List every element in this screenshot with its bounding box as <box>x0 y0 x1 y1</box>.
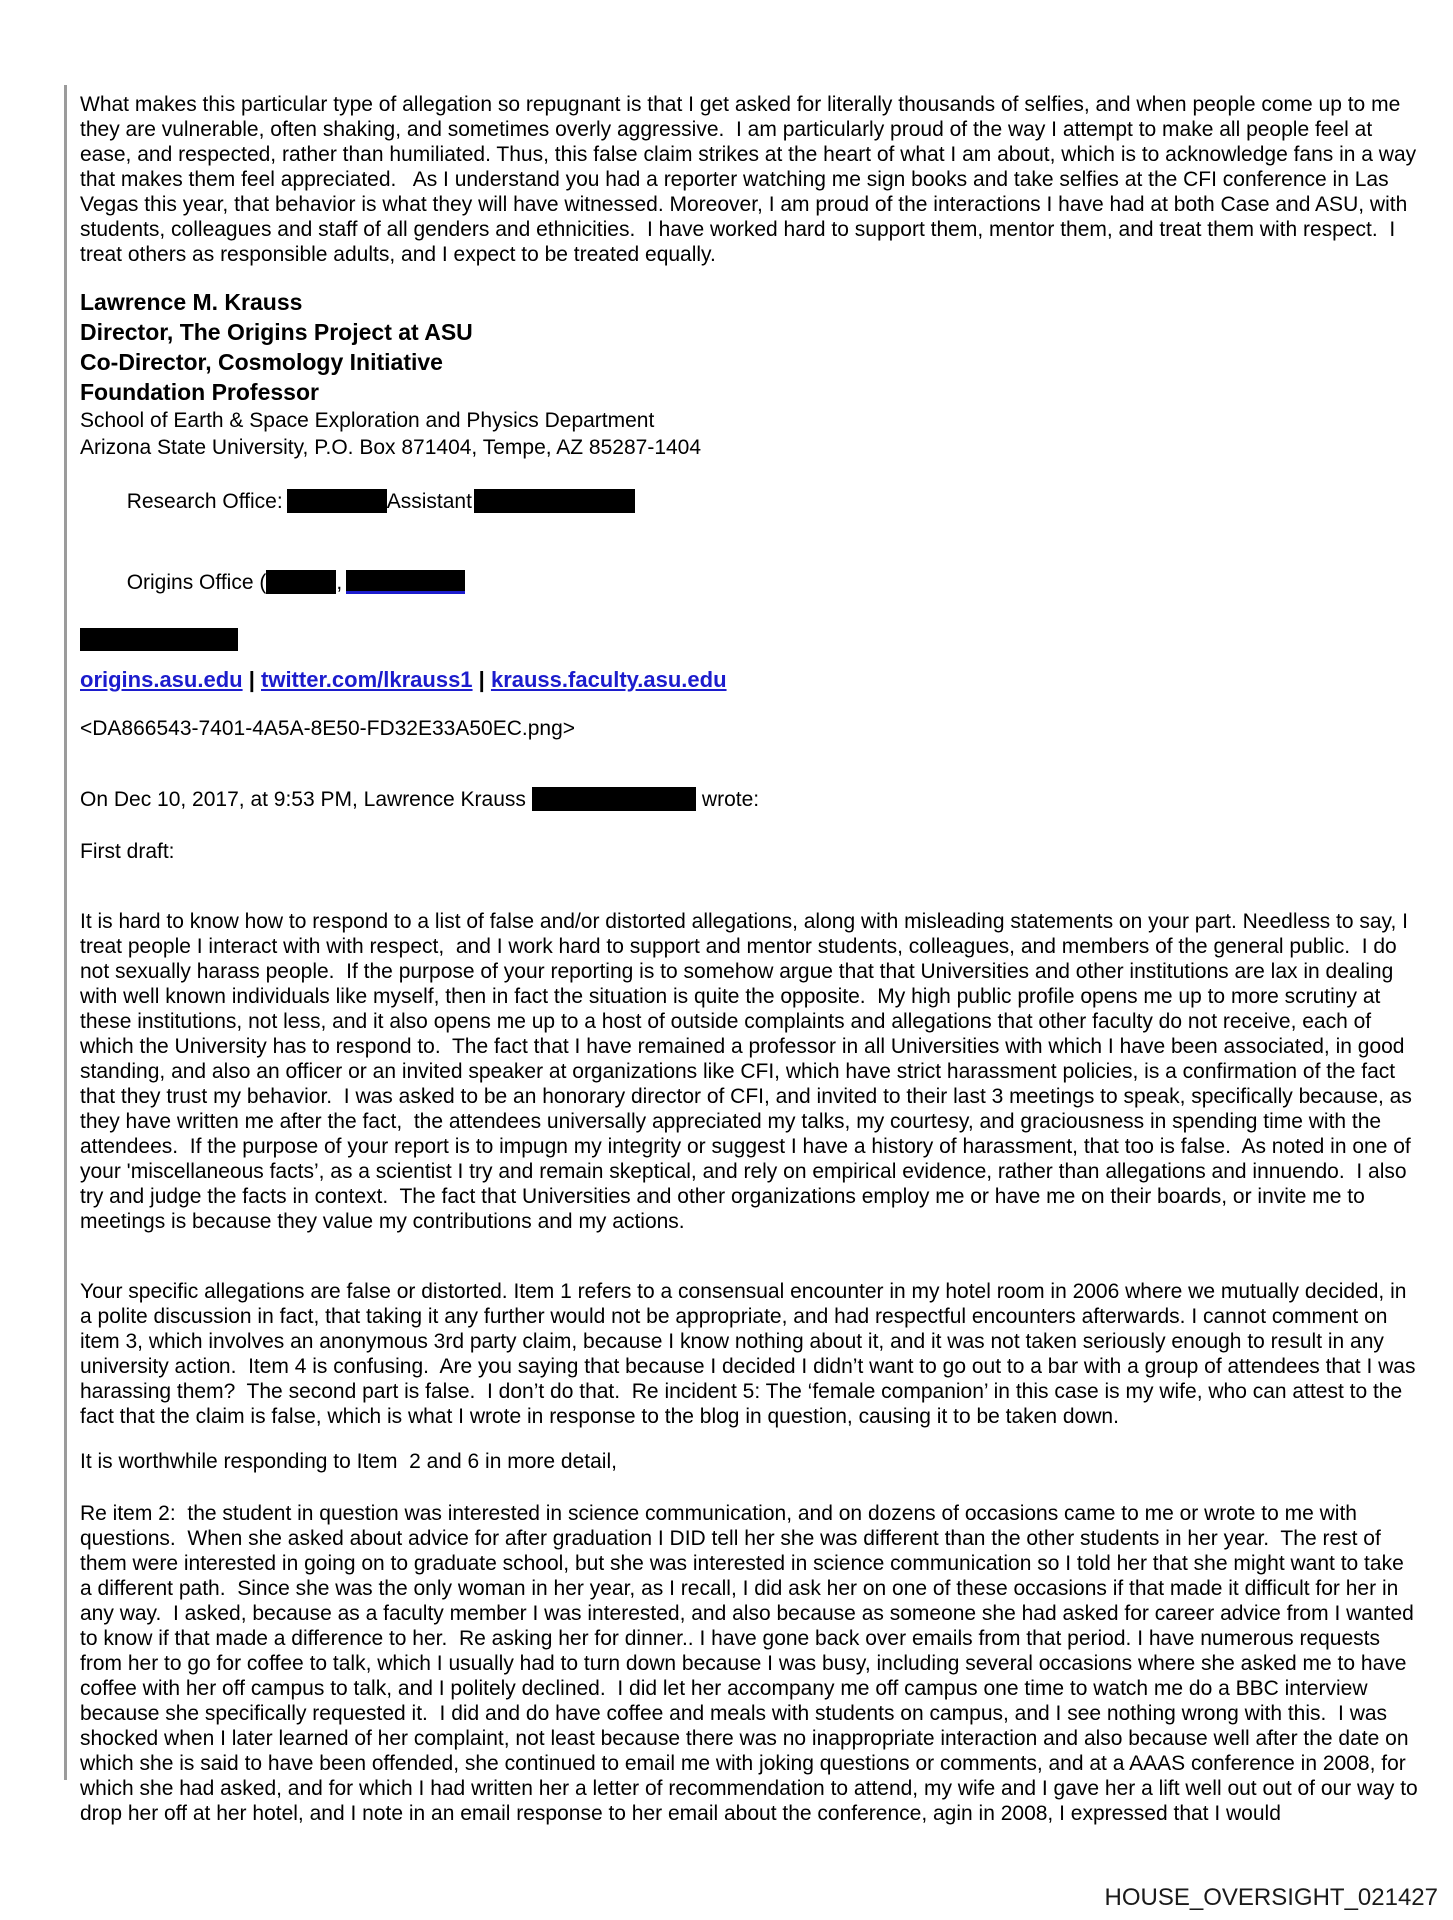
paragraph-re-item-2: Re item 2: the student in question was interested in science communication, and on dozens of occasions came to me or wrote to me with questions. When she asked about advice for after graduation I DID tell her she was different than the other students in her year. The rest of them were interested in going on to graduate school, but she was interested in science communication so I told her that she might want to take a different path. Since she was the only woman in her year, as I recall, I did ask her on one of these occasions if that made it difficult for her in any way. I asked, because as a faculty member I was interested, and also because as someone she had asked for career advice from I wanted to know if that made a difference to her. Re asking her for dinner.. I have gone back over emails from that period. I have numerous requests from her to go for coffee to talk, which I usually had to turn down because I was busy, including several occasions where she asked me to have coffee with her off campus to talk, and I politely declined. I did let her accompany me off campus one time to watch me do a BBC interview because she specifically requested it. I did and do have coffee and meals with students on campus, and I see nothing wrong with this. I was shocked when I later learned of her complaint, not least because there was no inappropriate interaction and also because well after the date on which she is said to have been offended, she continued to email me with joking questions or comments, and at a AAAS conference in 2008, for which she had asked, and for which I had written her a letter of recommendation to attend, my wife and I gave her a lift well out out of our way to drop her off at her hotel, and I note in an email response to her email about the conference, agin in 2008, I expressed that I would <box>80 1502 1424 1825</box>
redaction-bar <box>266 570 336 594</box>
link-krauss-faculty-asu-edu[interactable]: krauss.faculty.asu.edu <box>490 667 727 692</box>
redaction-bar <box>80 628 238 651</box>
redaction-bar <box>532 787 696 811</box>
research-office-label: Research Office: <box>126 490 283 513</box>
quote-header-suffix: wrote: <box>701 788 760 811</box>
redaction-bar <box>474 489 635 513</box>
quote-header-prefix: On Dec 10, 2017, at 9:53 PM, Lawrence Krauss <box>80 788 526 811</box>
email-body <box>80 92 1424 1826</box>
paragraph-worthwhile: It is worthwhile responding to Item 2 and 6 in more detail, <box>80 1450 617 1473</box>
redacted-link-bar <box>346 570 465 594</box>
redaction-bar <box>287 489 387 513</box>
origins-office-label: Origins Office ( <box>126 571 267 594</box>
signature-research-office-line <box>80 461 1420 542</box>
assistant-label: Assistant <box>386 490 472 513</box>
paragraph-specific-allegations: Your specific allegations are false or distorted. Item 1 refers to a consensual encounter in my hotel room in 2006 where we mutually decided, in a polite discussion in fact, that taking it any further would not be appropriate, and had respectful encounters afterwards. I cannot comment on item 3, which involves an anonymous 3rd party claim, because I know nothing about it, and it was not taken seriously enough to result in any university action. Item 4 is confusing. Are you saying that because I decided I didn’t want to go out to a bar with a group of attendees that I was harassing them? The second part is false. I don’t do that. Re incident 5: The ‘female companion’ in this case is my wife, who can attest to the fact that the claim is false, which is what I wrote in response to the blog in question, causing it to be taken down. <box>80 1280 1422 1428</box>
origins-separator: , <box>336 571 343 594</box>
link-separator: | <box>248 667 255 692</box>
link-separator: | <box>478 667 485 692</box>
paragraph-response-allegations: It is hard to know how to respond to a list of false and/or distorted allegations, along with misleading statements on your part. Needless to say, I treat people I interact with with respect, and I work hard to support and mentor students, colleagues, and members of the general public. I do not sexually harass people. If the purpose of your reporting is to somehow argue that that Universities and other institutions are lax in dealing with well known individuals like myself, then in fact the situation is quite the opposite. My high public profile opens me up to more scrutiny at these institutions, not less, and it also opens me up to a host of outside complaints and allegations that other faculty do not receive, each of which the University has to respond to. The fact that I have remained a professor in all Universities with which I have been associated, in good standing, and also an officer or an invited speaker at organizations like CFI, which have strict harassment policies, is a confirmation of the fact that they trust my behavior. I was asked to be an honorary director of CFI, and invited to their last 3 meetings to speak, specifically because, as they have written me after the fact, the attendees universally appreciated my talks, my courtesy, and graciousness in spending time with the attendees. If the purpose of your report is to impugn my integrity or suggest I have a history of harassment, that too is false. As noted in one of your 'miscellaneous facts’, as a scientist I try and remain skeptical, and rely on empirical evidence, rather than allegations and innuendo. I also try and judge the facts in context. The fact that Universities and other organizations employ me or have me on their boards, or invite me to meetings is because they value my contributions and my actions. <box>80 910 1418 1233</box>
signature-title-professor: Foundation Professor <box>80 379 319 405</box>
link-origins-asu-edu[interactable]: origins.asu.edu <box>80 667 243 692</box>
signature-origins-office-line <box>80 542 1420 623</box>
signature-block <box>80 287 1420 694</box>
signature-title-director: Director, The Origins Project at ASU <box>80 319 473 345</box>
signature-links <box>80 666 1420 694</box>
paragraph-selfies: What makes this particular type of allegation so repugnant is that I get asked for literally thousands of selfies, and when people come up to me they are vulnerable, often shaking, and sometimes overly aggressive. I am particularly proud of the way I attempt to make all people feel at ease, and respected, rather than humiliated. Thus, this false claim strikes at the heart of what I am about, which is to acknowledge fans in a way that makes them feel appreciated. As I understand you had a reporter watching me sign books and take selfies at the CFI conference in Las Vegas this year, that behavior is what they will have witnessed. Moreover, I am proud of the interactions I have had at both Case and ASU, with students, colleagues and staff of all genders and ethnicities. I have worked hard to support them, mentor them, and treat them with respect. I treat others as responsible adults, and I expect to be treated equally. <box>80 93 1422 266</box>
email-quote-bar <box>64 85 67 1780</box>
signature-title-codirector: Co-Director, Cosmology Initiative <box>80 349 443 375</box>
signature-name: Lawrence M. Krauss <box>80 289 303 315</box>
first-draft-label: First draft: <box>80 840 175 863</box>
attachment-placeholder: <DA866543-7401-4A5A-8E50-FD32E33A50EC.png> <box>80 717 576 740</box>
link-twitter-lkrauss1[interactable]: twitter.com/lkrauss1 <box>261 667 473 692</box>
signature-address: Arizona State University, P.O. Box 871404, Tempe, AZ 85287-1404 <box>80 436 702 459</box>
signature-department: School of Earth & Space Exploration and Physics Department <box>80 409 655 432</box>
bates-number: HOUSE_OVERSIGHT_021427 <box>1104 1884 1438 1911</box>
quoted-message-header <box>80 786 1420 813</box>
